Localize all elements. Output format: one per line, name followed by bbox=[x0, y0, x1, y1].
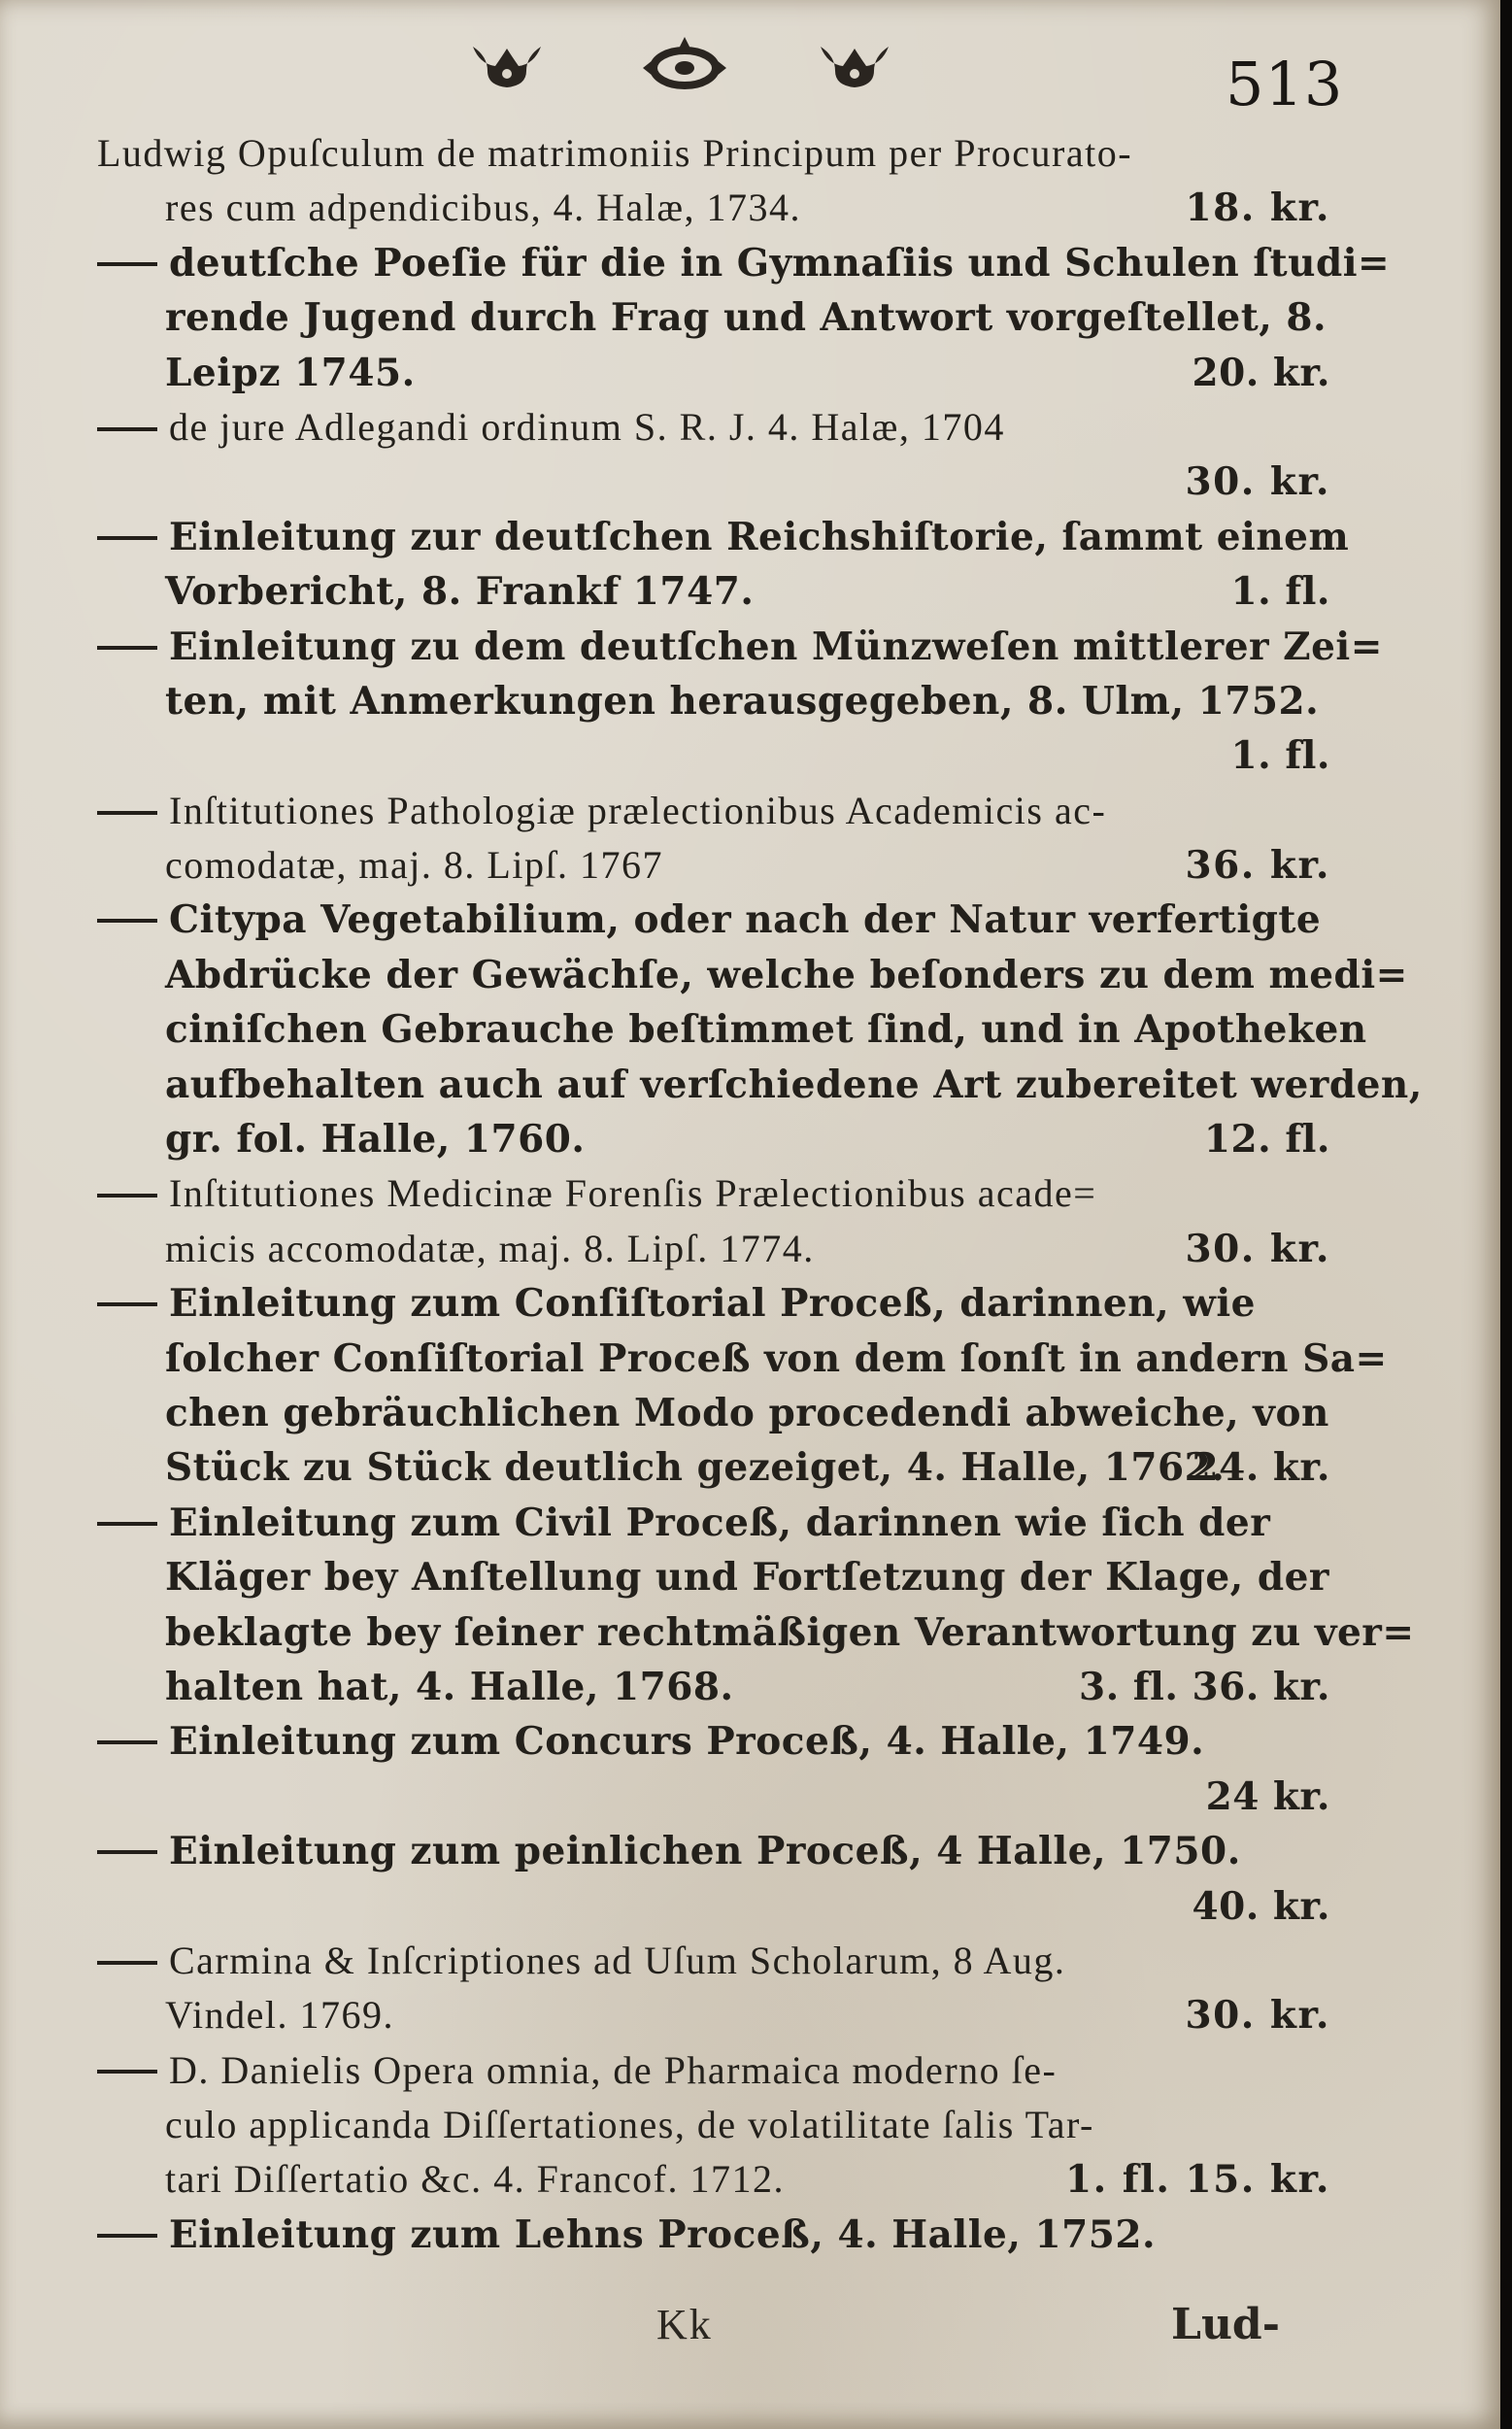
catalog-entry-line bbox=[97, 674, 1330, 728]
ditto-dash bbox=[97, 536, 157, 540]
entry-text: ciniſchen Gebrauche beſtimmet ſind, und in Apotheken bbox=[165, 1007, 1367, 1053]
catalog-entry-line bbox=[97, 346, 1330, 400]
catalog-entry-line bbox=[97, 1112, 1330, 1166]
catalog-entry-line bbox=[97, 1058, 1423, 1112]
catalog-entry-start-line bbox=[97, 510, 1350, 564]
entry-price: 1. fl. bbox=[1230, 569, 1330, 615]
ditto-dash bbox=[97, 2234, 157, 2238]
entry-price: 24. kr. bbox=[1192, 1445, 1330, 1491]
ditto-dash bbox=[97, 427, 157, 431]
catalog-entry-line bbox=[97, 455, 1330, 509]
catalog-entry-start-line bbox=[97, 1714, 1330, 1769]
entry-text: ten, mit Anmerkungen herausgegeben, 8. Ulm, 1752. bbox=[165, 678, 1320, 724]
catalog-entry-start-line bbox=[97, 784, 1330, 838]
ditto-dash bbox=[97, 1302, 157, 1306]
fleuron-left-icon bbox=[458, 27, 555, 105]
ditto-dash bbox=[97, 919, 157, 923]
catalog-entry-line bbox=[97, 290, 1330, 345]
ditto-dash bbox=[97, 1961, 157, 1965]
catalog-entry-line bbox=[97, 838, 1330, 893]
catalog-entry-line bbox=[97, 1988, 1330, 2042]
ditto-dash bbox=[97, 646, 157, 650]
entry-text: Abdrücke der Gewächſe, welche beſonders zu dem medi= bbox=[165, 952, 1408, 997]
entry-text: Vindel. 1769. bbox=[165, 1993, 394, 2038]
entry-price: 1. fl. 15. kr. bbox=[1064, 2157, 1330, 2203]
catalog-entry-line bbox=[97, 2152, 1330, 2207]
entry-text: micis accomodatæ, maj. 8. Lipſ. 1774. bbox=[165, 1226, 815, 1270]
entry-text: Einleitung zum Conſiſtorial Proceß, darinnen, wie bbox=[169, 1281, 1256, 1327]
catalog-entry-line bbox=[97, 1605, 1415, 1660]
entry-price: 24 kr. bbox=[1205, 1773, 1330, 1819]
entry-text: Inſtitutiones Medicinæ Forenſis Prælectionibus acade= bbox=[169, 1171, 1097, 1216]
entry-text: D. Danielis Opera omnia, de Pharmaica moderno ſe- bbox=[169, 2047, 1058, 2092]
entry-text: Einleitung zur deutſchen Reichshiſtorie, ſammt einem bbox=[169, 514, 1350, 559]
entry-text: beklagte bey ſeiner rechtmäßigen Verantwortung zu ver= bbox=[165, 1609, 1415, 1655]
entry-price: 20. kr. bbox=[1192, 350, 1330, 395]
catalog-entry-start-line bbox=[97, 236, 1391, 290]
catalog-entry-line bbox=[97, 1440, 1330, 1495]
catalog-entry-start-line bbox=[97, 1934, 1330, 1988]
entry-text: Einleitung zum Lehns Proceß, 4. Halle, 1752. bbox=[169, 2211, 1157, 2257]
entry-price: 3. fl. 36. kr. bbox=[1078, 1664, 1330, 1709]
entry-text: culo applicanda Diſſertationes, de volatilitate ſalis Tar- bbox=[165, 2103, 1094, 2147]
entry-text: aufbehalten auch auf verſchiedene Art zubereitet werden, bbox=[165, 1062, 1423, 1107]
entry-text: de jure Adlegandi ordinum S. R. J. 4. Halæ, 1704 bbox=[169, 404, 1005, 449]
entry-text: chen gebräuchlichen Modo procedendi abweiche, von bbox=[165, 1390, 1329, 1435]
catalog-entry-start-line bbox=[97, 893, 1330, 947]
catalog-entry-line bbox=[97, 126, 1330, 181]
catalog-entry-start-line bbox=[97, 400, 1330, 455]
entry-text: deutſche Poeſie für die in Gymnaſiis und Schulen ſtudi= bbox=[169, 240, 1391, 286]
entry-text: Carmina & Inſcriptiones ad Uſum Scholarum, 8 Aug. bbox=[169, 1938, 1066, 1982]
catalog-entry-start-line bbox=[97, 2043, 1330, 2098]
page-header bbox=[0, 27, 1500, 119]
page-number: 513 bbox=[1226, 49, 1344, 119]
signature-mark: Kk bbox=[656, 2301, 713, 2348]
ditto-dash bbox=[97, 2070, 157, 2074]
catalog-entry-start-line bbox=[97, 620, 1383, 674]
catalog-entry-line bbox=[97, 181, 1330, 235]
catalog-entry-start-line bbox=[97, 1276, 1330, 1331]
entry-text: res cum adpendicibus, 4. Halæ, 1734. bbox=[165, 186, 801, 230]
catalog-entry-line bbox=[97, 1879, 1330, 1934]
entry-text: Kläger bey Anſtellung und Fortſetzung der Klage, der bbox=[165, 1555, 1329, 1601]
entry-text: Inſtitutiones Pathologiæ prælectionibus Academicis ac- bbox=[169, 788, 1107, 832]
entry-text: tari Diſſertatio &c. 4. Francof. 1712. bbox=[165, 2157, 785, 2202]
fleuron-right-icon bbox=[806, 27, 903, 105]
entry-text: halten hat, 4. Halle, 1768. bbox=[165, 1664, 734, 1709]
entry-price: 12. fl. bbox=[1203, 1117, 1330, 1163]
entry-price: 30. kr. bbox=[1185, 1226, 1330, 1271]
catchword: Lud- bbox=[1171, 2300, 1280, 2349]
entry-text: Leipz 1745. bbox=[165, 350, 416, 395]
catalog-entry-line bbox=[97, 1770, 1330, 1824]
entry-price: 30. kr. bbox=[1185, 1993, 1330, 2039]
entry-price: 36. kr. bbox=[1185, 843, 1330, 889]
entry-text: ſolcher Conſiſtorial Proceß von dem ſonſt in andern Sa= bbox=[165, 1335, 1388, 1381]
entry-text: comodatæ, maj. 8. Lipſ. 1767 bbox=[165, 843, 664, 888]
catalog-entry-start-line bbox=[97, 2208, 1330, 2262]
entry-text: Vorbericht, 8. Frankf 1747. bbox=[165, 569, 755, 615]
entry-text: Citypa Vegetabilium, oder nach der Natur verfertigte bbox=[169, 897, 1322, 943]
entry-text: Ludwig Opuſculum de matrimoniis Principum per Procurato- bbox=[97, 131, 1133, 175]
fleuron-center-icon bbox=[631, 27, 738, 105]
catalog-entry-line bbox=[97, 2098, 1330, 2152]
entry-text: Einleitung zum peinlichen Proceß, 4 Halle, 1750. bbox=[169, 1829, 1241, 1874]
catalog-entry-line bbox=[97, 564, 1330, 619]
entry-text: Einleitung zu dem deutſchen Münzweſen mittlerer Zei= bbox=[169, 624, 1383, 669]
ditto-dash bbox=[97, 1850, 157, 1854]
entry-text: Stück zu Stück deutlich gezeiget, 4. Halle, 1762. bbox=[165, 1445, 1226, 1491]
catalog-entry-line bbox=[97, 948, 1408, 1002]
entry-price: 30. kr. bbox=[1185, 459, 1330, 505]
catalog-entry-line bbox=[97, 1332, 1388, 1386]
ditto-dash bbox=[97, 1740, 157, 1744]
page-edge-shadow bbox=[1500, 0, 1512, 2429]
catalog-entry-line bbox=[97, 1386, 1330, 1440]
ditto-dash bbox=[97, 1194, 157, 1198]
entry-text: Einleitung zum Civil Proceß, darinnen wie ſich der bbox=[169, 1500, 1271, 1545]
entry-price: 18. kr. bbox=[1185, 186, 1330, 231]
entry-text: Einleitung zum Concurs Proceß, 4. Halle, 1749. bbox=[169, 1719, 1205, 1765]
catalog-entry-line bbox=[97, 1660, 1330, 1714]
ditto-dash bbox=[97, 262, 157, 266]
catalog-entry-line bbox=[97, 1550, 1330, 1604]
ditto-dash bbox=[97, 1522, 157, 1526]
catalog-entry-start-line bbox=[97, 1496, 1330, 1550]
entry-text: rende Jugend durch Frag und Antwort vorgeſtellet, 8. bbox=[165, 295, 1327, 341]
catalog-entry-line bbox=[97, 1222, 1330, 1276]
catalog-entries bbox=[97, 126, 1423, 2262]
catalog-entry-line bbox=[97, 1002, 1367, 1057]
ditto-dash bbox=[97, 811, 157, 815]
entry-text: gr. fol. Halle, 1760. bbox=[165, 1117, 586, 1163]
entry-price: 1. fl. bbox=[1230, 733, 1330, 779]
catalog-entry-start-line bbox=[97, 1166, 1330, 1221]
entry-price: 40. kr. bbox=[1192, 1883, 1330, 1929]
catalog-entry-start-line bbox=[97, 1824, 1330, 1878]
catalog-entry-line bbox=[97, 728, 1330, 783]
